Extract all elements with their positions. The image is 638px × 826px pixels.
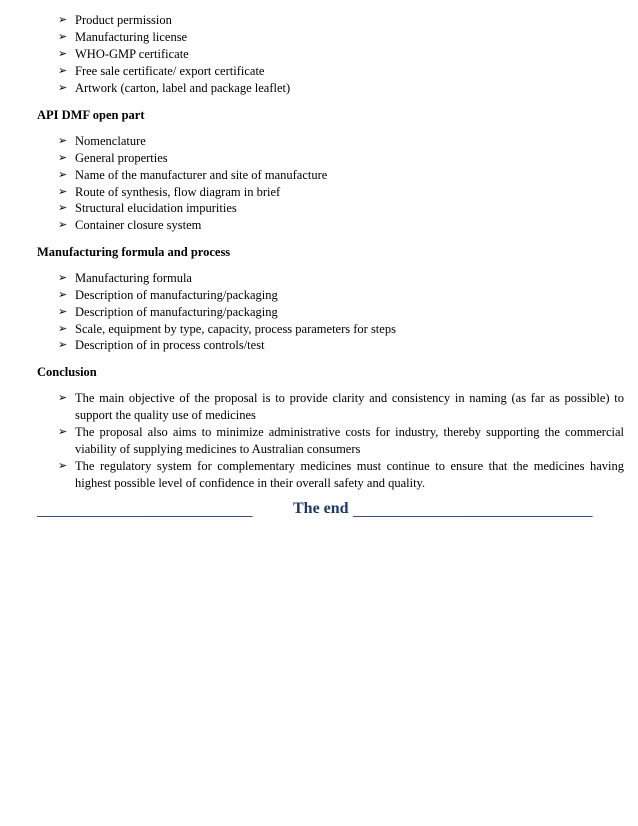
arrow-bullet-icon: ➢ <box>58 305 68 318</box>
document-page: ➢ Product permission ➢ Manufacturing license ➢ WHO-GMP certificate ➢ Free sale certificate/ export certificate ➢ Artwork (carton, label and package leaflet) API DMF open part ➢ Nomenclature ➢ General properties ➢ Name of the manufacturer and site of manufacture ➢ Route of synthesis, flow diagram in brief ➢ Structural elucidation impurities ➢ Container closure system Manufacturing formula and process ➢ Manufacturing formula ➢ Description of manufacturing/packaging ➢ Description of manufacturing/packaging ➢ Scale, equipment by type, capacity, process parameters for steps ➢ Description of in process controls/test Conclusion ➢ The main objective of the proposal is to provide clarity and consistency in naming (as far as possible) to support the quality use of medicines ➢ The proposal also aims to minimize administrative costs for industry, thereby supporting the commercial viability of supplying medicines to Australian consumers ➢ The regulatory system for complementary medicines must continue to ensure that the medicines having highest possible level of confidence in their overall safety and quality. ___________________________ The end ______________________________ <box>0 0 638 826</box>
arrow-bullet-icon: ➢ <box>58 338 68 351</box>
section-heading-conclusion: Conclusion <box>37 365 97 379</box>
arrow-bullet-icon: ➢ <box>58 201 68 214</box>
arrow-bullet-icon: ➢ <box>58 151 68 164</box>
arrow-bullet-icon: ➢ <box>58 391 68 404</box>
arrow-bullet-icon: ➢ <box>58 459 68 472</box>
arrow-bullet-icon: ➢ <box>58 13 68 26</box>
arrow-bullet-icon: ➢ <box>58 322 68 335</box>
section-heading-api-dmf: API DMF open part <box>37 108 145 122</box>
arrow-bullet-icon: ➢ <box>58 271 68 284</box>
arrow-bullet-icon: ➢ <box>58 81 68 94</box>
arrow-bullet-icon: ➢ <box>58 47 68 60</box>
arrow-bullet-icon: ➢ <box>58 288 68 301</box>
end-title: The end <box>293 500 349 517</box>
arrow-bullet-icon: ➢ <box>58 134 68 147</box>
arrow-bullet-icon: ➢ <box>58 64 68 77</box>
end-divider <box>37 500 625 522</box>
arrow-bullet-icon: ➢ <box>58 168 68 181</box>
section-heading-manufacturing: Manufacturing formula and process <box>37 245 231 259</box>
left-rule: ___________________________ <box>37 501 253 517</box>
arrow-bullet-icon: ➢ <box>58 425 68 438</box>
arrow-bullet-icon: ➢ <box>58 185 68 198</box>
arrow-bullet-icon: ➢ <box>58 218 68 231</box>
arrow-bullet-icon: ➢ <box>58 30 68 43</box>
right-rule: ______________________________ <box>353 501 593 517</box>
